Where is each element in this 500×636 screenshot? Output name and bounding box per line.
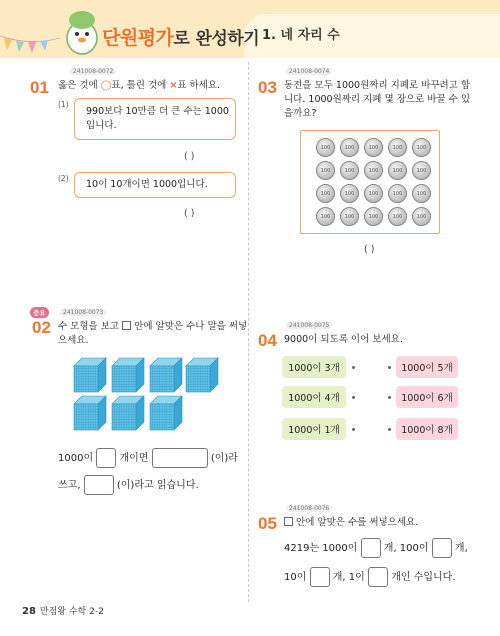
thousand-cube-icon	[72, 356, 108, 394]
question-text: 9000이 되도록 이어 보세요.	[284, 334, 403, 345]
answer-box[interactable]	[84, 475, 114, 495]
match-left-item[interactable]: 1000이 1개	[282, 418, 346, 440]
question-code: 241008-0075	[286, 322, 332, 329]
question-number: 05	[258, 514, 277, 533]
answer-box[interactable]	[96, 448, 116, 468]
coin-100-icon: 100	[340, 207, 359, 226]
match-dot[interactable]	[352, 396, 355, 399]
match-dot[interactable]	[388, 396, 391, 399]
coin-100-icon: 100	[316, 161, 335, 180]
fill-line-1: 4219는 1000이 개, 100이 개,	[284, 537, 468, 561]
answer-box[interactable]	[152, 448, 208, 468]
coin-100-icon: 100	[364, 161, 383, 180]
title-main: 단원평가	[102, 27, 174, 49]
fill-line-2: 10이 개, 1이 개인 수입니다.	[284, 566, 456, 590]
section-title	[102, 23, 259, 50]
statement-text: 990보다 10만큼 더 큰 수는 1000 입니다.	[86, 106, 229, 131]
question-number: 03	[258, 78, 277, 97]
coin-100-icon: 100	[340, 161, 359, 180]
mascot-icon	[62, 6, 102, 56]
bunting-decoration	[0, 34, 60, 58]
circle-mark-icon: ◯	[100, 80, 112, 91]
thousand-cube-icon	[110, 394, 146, 432]
match-dot[interactable]	[352, 366, 355, 369]
question-text: 수 모형을 보고 안에 알맞은 수나 말을 써넣 으세요.	[58, 321, 248, 346]
fill-line-2: 쓰고, (이)라고 읽습니다.	[58, 474, 199, 498]
title-particle: 로	[173, 29, 190, 49]
coin-100-icon: 100	[412, 138, 431, 157]
page-footer	[22, 604, 104, 617]
chapter-title: 1. 네 자리 수	[262, 28, 340, 43]
coin-100-icon: 100	[316, 207, 335, 226]
page-number: 28	[22, 606, 36, 617]
coin-100-icon: 100	[412, 207, 431, 226]
coin-100-icon: 100	[364, 138, 383, 157]
match-dot[interactable]	[388, 366, 391, 369]
coin-100-icon: 100	[316, 184, 335, 203]
statement-text: 10이 10개이면 1000입니다.	[86, 179, 208, 190]
thousand-cube-icon	[72, 394, 108, 432]
question-text: 안에 알맞은 수를 써넣으세요.	[284, 516, 418, 530]
question-text: 동전을 모두 1000원짜리 지폐로 바꾸려고 합 니다. 1000원짜리 지폐 몇 장으로 바꿀 수 있 을까요?	[284, 80, 471, 119]
x-mark-icon: ×	[169, 80, 178, 91]
coin-100-icon: 100	[412, 161, 431, 180]
coin-100-icon: 100	[388, 184, 407, 203]
coin-100-icon: 100	[364, 207, 383, 226]
coin-100-icon: 100	[388, 161, 407, 180]
answer-box[interactable]	[368, 567, 388, 587]
answer-blank[interactable]: ( )	[184, 208, 195, 219]
item-label: (2)	[58, 174, 69, 183]
answer-box[interactable]	[361, 538, 381, 558]
title-sub: 완성하기	[195, 29, 260, 49]
match-dot[interactable]	[388, 428, 391, 431]
question-number: 01	[30, 78, 49, 97]
answer-blank[interactable]: ( )	[364, 244, 375, 255]
item-label: (1)	[58, 100, 69, 109]
answer-box[interactable]	[310, 567, 330, 587]
answer-box[interactable]	[432, 538, 452, 558]
important-badge: 중요	[30, 307, 49, 318]
column-divider	[248, 62, 249, 602]
coin-100-icon: 100	[340, 138, 359, 157]
coin-100-icon: 100	[364, 184, 383, 203]
question-code: 241008-0076	[286, 505, 332, 512]
question-code: 241008-0073	[60, 309, 106, 316]
coin-100-icon: 100	[316, 138, 335, 157]
question-text: 옳은 것에 ◯표, 틀린 것에 ×표 하세요.	[58, 80, 221, 91]
coin-100-icon: 100	[340, 184, 359, 203]
match-right-item[interactable]: 1000이 6개	[396, 386, 458, 408]
match-right-item[interactable]: 1000이 5개	[396, 356, 458, 378]
fill-line-1: 1000이 개이면 (이)라	[58, 447, 238, 471]
match-right-item[interactable]: 1000이 8개	[396, 418, 458, 440]
match-dot[interactable]	[352, 428, 355, 431]
thousand-cube-icon	[184, 356, 220, 394]
question-number: 04	[258, 331, 277, 350]
coin-100-icon: 100	[412, 184, 431, 203]
thousand-cube-icon	[110, 356, 146, 394]
blank-square-icon	[122, 321, 131, 330]
book-title: 만점왕 수학 2-2	[39, 607, 104, 617]
match-left-item[interactable]: 1000이 4개	[282, 386, 346, 408]
answer-blank[interactable]: ( )	[184, 151, 195, 162]
blank-square-icon	[284, 517, 293, 526]
coin-100-icon: 100	[388, 138, 407, 157]
question-number: 02	[32, 318, 51, 337]
thousand-cube-icon	[148, 356, 184, 394]
coin-100-icon: 100	[388, 207, 407, 226]
question-code: 241008-0074	[286, 68, 332, 75]
question-code: 241008-0072	[70, 68, 116, 75]
match-left-item[interactable]: 1000이 3개	[282, 356, 346, 378]
thousand-cube-icon	[148, 394, 184, 432]
